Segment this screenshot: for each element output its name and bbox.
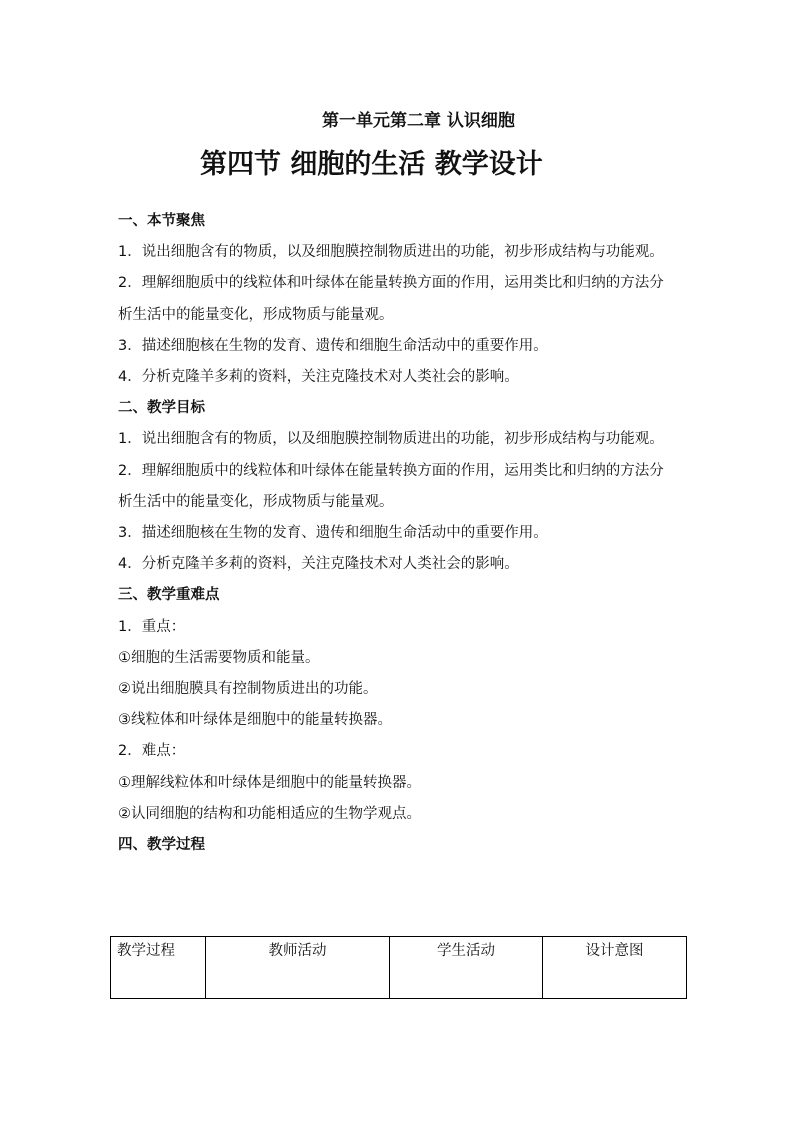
table-header-student: 学生活动 bbox=[390, 937, 543, 999]
section-heading-process: 四、教学过程 bbox=[118, 837, 205, 854]
key-item-1: ①细胞的生活需要物质和能量。 bbox=[118, 649, 320, 666]
chapter-subtitle: 第一单元第二章 认识细胞 bbox=[322, 111, 515, 131]
focus-item-1: 1．说出细胞含有的物质，以及细胞膜控制物质进出的功能，初步形成结构与功能观。 bbox=[118, 244, 664, 261]
goal-item-2: 2．理解细胞质中的线粒体和叶绿体在能量转换方面的作用，运用类比和归纳的方法分析生活中的能量变化，形成物质与能量观。 bbox=[118, 462, 664, 510]
goal-item-3: 3．描述细胞核在生物的发育、遗传和细胞生命活动中的重要作用。 bbox=[118, 525, 548, 542]
table-header-intent: 设计意图 bbox=[543, 937, 687, 999]
focus-item-2: 2．理解细胞质中的线粒体和叶绿体在能量转换方面的作用，运用类比和归纳的方法分析生活中的能量变化，形成物质与能量观。 bbox=[118, 275, 664, 323]
table-header-teacher: 教师活动 bbox=[206, 937, 390, 999]
difficulty-label: 2．难点： bbox=[118, 743, 186, 760]
section-heading-focus: 一、本节聚焦 bbox=[118, 213, 205, 229]
document-body bbox=[118, 206, 678, 861]
goal-item-1: 1．说出细胞含有的物质，以及细胞膜控制物质进出的功能，初步形成结构与功能观。 bbox=[118, 431, 664, 448]
difficulty-item-2: ②认同细胞的结构和功能相适应的生物学观点。 bbox=[118, 805, 421, 822]
table-row bbox=[111, 937, 687, 999]
section-heading-keypoints: 三、教学重难点 bbox=[118, 587, 220, 604]
focus-item-4: 4．分析克隆羊多莉的资料，关注克隆技术对人类社会的影响。 bbox=[118, 369, 519, 386]
focus-item-3: 3．描述细胞核在生物的发育、遗传和细胞生命活动中的重要作用。 bbox=[118, 337, 548, 354]
section-heading-goals: 二、教学目标 bbox=[118, 400, 205, 417]
goal-item-4: 4．分析克隆羊多莉的资料，关注克隆技术对人类社会的影响。 bbox=[118, 556, 519, 573]
table-header-process: 教学过程 bbox=[111, 937, 206, 999]
teaching-process-table bbox=[110, 936, 687, 999]
key-item-2: ②说出细胞膜具有控制物质进出的功能。 bbox=[118, 681, 378, 698]
difficulty-item-1: ①理解线粒体和叶绿体是细胞中的能量转换器。 bbox=[118, 774, 421, 791]
page-title: 第四节 细胞的生活 教学设计 bbox=[200, 149, 543, 180]
key-label: 1．重点： bbox=[118, 618, 186, 635]
key-item-3: ③线粒体和叶绿体是细胞中的能量转换器。 bbox=[118, 712, 392, 729]
